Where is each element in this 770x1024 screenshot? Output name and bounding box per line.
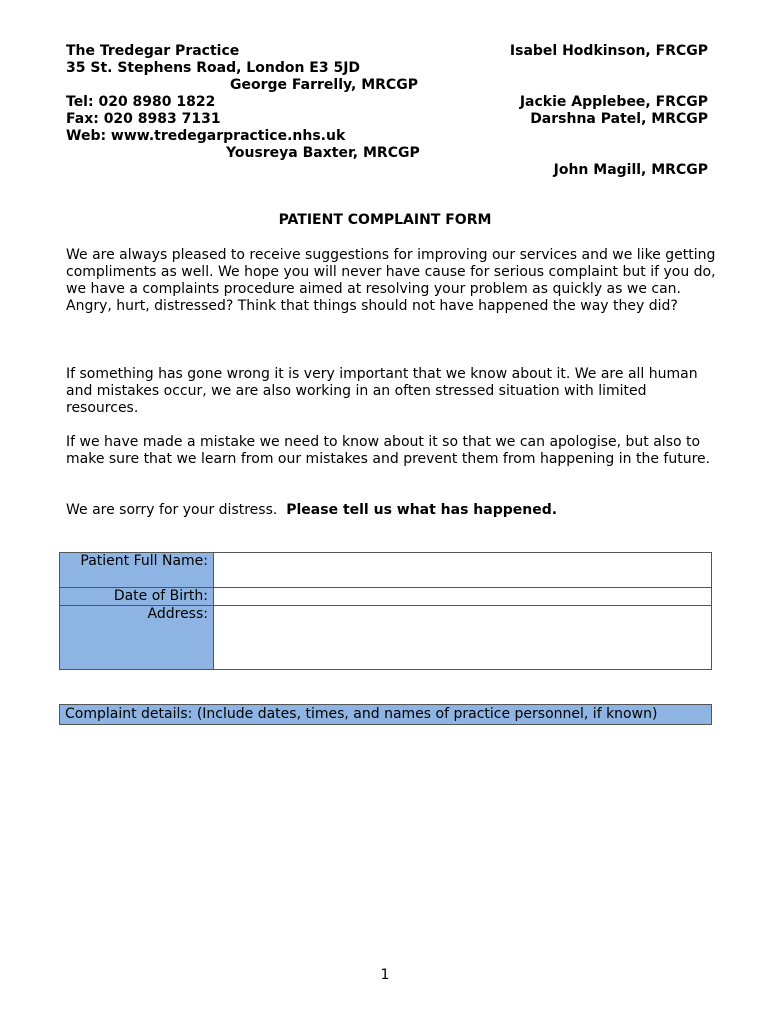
address-label: Address: [60, 606, 214, 670]
paragraph-mistakes: If something has gone wrong it is very important that we know about it. We are all human and mistakes occur, we are also working in an often stressed situation with limited resources. [66, 366, 698, 416]
complaint-details-header: Complaint details: (Include dates, times, and names of practice personnel, if known) [59, 704, 712, 725]
intro-question: Angry, hurt, distressed? Think that things should not have happened the way they did? [66, 298, 678, 314]
sorry-text: We are sorry for your distress. [66, 502, 278, 518]
doctor-name: Darshna Patel, MRCGP [530, 111, 708, 127]
doctor-name: John Magill, MRCGP [553, 162, 708, 178]
doctor-name: Jackie Applebee, FRCGP [519, 94, 708, 110]
intro-section [66, 247, 716, 315]
doctor-name: George Farrelly, MRCGP [230, 77, 418, 93]
practice-tel: Tel: 020 8980 1822 [66, 94, 216, 110]
paragraph-sorry [66, 502, 716, 519]
tell-us-text: Please tell us what has happened. [286, 502, 558, 518]
patient-details-table [59, 552, 712, 670]
practice-web: Web: www.tredegarpractice.nhs.uk [66, 128, 346, 144]
paragraph-apology: If we have made a mistake we need to know about it so that we can apologise, but also to make sure that we learn from our mistakes and prevent them from happening in the future. [66, 434, 711, 467]
page-title: PATIENT COMPLAINT FORM [278, 212, 492, 228]
doctor-name: Yousreya Baxter, MRCGP [226, 145, 420, 161]
doctor-name: Isabel Hodkinson, FRCGP [509, 43, 708, 59]
patient-name-label: Patient Full Name: [60, 553, 214, 588]
practice-address: 35 St. Stephens Road, London E3 5JD [66, 60, 361, 76]
practice-fax: Fax: 020 8983 7131 [66, 111, 221, 127]
address-field[interactable] [214, 606, 712, 670]
practice-name: The Tredegar Practice [66, 43, 240, 59]
dob-field[interactable] [214, 588, 712, 606]
patient-name-field[interactable] [214, 553, 712, 588]
dob-label: Date of Birth: [60, 588, 214, 606]
page-number: 1 [380, 967, 390, 983]
intro-paragraph: We are always pleased to receive suggestions for improving our services and we like getting compliments as well. We hope you will never have cause for serious complaint but if you do, we have a complaints procedure aimed at resolving your problem as quickly as we can. [66, 247, 716, 297]
